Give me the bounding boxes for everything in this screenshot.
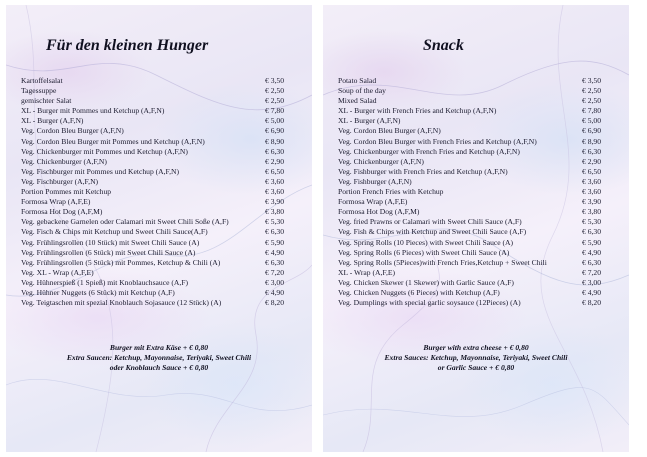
menu-item (21, 278, 298, 288)
menu-item-price: € 3,60 (582, 176, 601, 186)
menu-footer-note (6, 343, 312, 373)
menu-item (21, 126, 298, 136)
menu-item-price: € 2,90 (582, 156, 601, 166)
menu-item-price: € 4,90 (582, 247, 601, 257)
menu-item-name: Veg. Spring Rolls (10 Pieces) with Sweet Chili Sauce (A) (338, 237, 514, 247)
menu-item (21, 207, 298, 217)
menu-item (338, 106, 615, 116)
menu-item (338, 137, 615, 147)
menu-item (21, 76, 298, 86)
menu-item (338, 227, 615, 237)
menu-item-name: Veg. Fish & Chips with Ketchup and Sweet Chili Sauce (A,F) (338, 227, 527, 237)
menu-item-name: XL - Wrap (A,F,E) (338, 267, 396, 277)
menu-item-name: Mixed Salad (338, 96, 377, 106)
menu-item (21, 197, 298, 207)
menu-panel-german (6, 5, 312, 452)
menu-item-list (21, 76, 298, 308)
menu-item (21, 268, 298, 278)
menu-item-name: Veg. Chickenburger (A,F,N) (338, 156, 424, 166)
menu-item-price: € 5,30 (582, 217, 601, 227)
menu-item-name: Veg. Chicken Skewer (1 Skewer) with Garlic Sauce (A,F) (338, 277, 514, 287)
menu-item-price: € 3,60 (582, 187, 601, 197)
menu-item-name: Kartoffelsalat (21, 76, 63, 85)
menu-item-name: Veg. Chickenburger with French Fries and Ketchup (A,F,N) (338, 146, 520, 156)
menu-item-price: € 3,80 (265, 207, 284, 217)
menu-item-price: € 5,00 (582, 116, 601, 126)
menu-item (21, 116, 298, 126)
menu-item-price: € 2,50 (582, 86, 601, 96)
menu-item-price: € 3,60 (265, 176, 284, 186)
menu-item-price: € 7,80 (582, 106, 601, 116)
menu-item-price: € 5,00 (265, 116, 284, 126)
menu-item-price: € 6,50 (265, 166, 284, 176)
menu-item (21, 157, 298, 167)
menu-item-price: € 6,30 (265, 257, 284, 267)
menu-item-price: € 5,90 (582, 237, 601, 247)
menu-item (21, 167, 298, 177)
menu-item-name: Soup of the day (338, 86, 386, 96)
menu-item (21, 96, 298, 106)
menu-item-price: € 3,60 (265, 187, 284, 197)
menu-item-name: Veg. Cordon Bleu Burger (A,F,N) (21, 126, 124, 136)
menu-item-name: Veg. Dumplings with special garlic soysauce (12Pieces) (A) (338, 298, 521, 308)
menu-item-list (338, 76, 615, 308)
menu-item-price: € 3,90 (265, 197, 284, 207)
menu-item (338, 187, 615, 197)
menu-item-name: Veg. Frühlingsrollen (6 Stück) mit Sweet Chili Sauce (A) (21, 247, 196, 257)
menu-item (21, 106, 298, 116)
menu-item-name: Veg. Cordon Bleu Burger mit Pommes und Ketchup (A,F,N) (21, 136, 205, 146)
menu-item (338, 217, 615, 227)
menu-item-price: € 7,20 (265, 267, 284, 277)
menu-item-price: € 4,90 (265, 247, 284, 257)
menu-item-name: Veg. Hühner Nuggets (6 Stück) mit Ketchup (A,F) (21, 287, 175, 297)
menu-item (21, 177, 298, 187)
footer-line: or Garlic Sauce + € 0,80 (437, 363, 515, 372)
menu-item (21, 298, 298, 308)
menu-item-name: Veg. fried Prawns or Calamari with Sweet Chili Sauce (A,F) (338, 217, 522, 227)
menu-item-price: € 3,50 (265, 76, 284, 85)
menu-item (21, 217, 298, 227)
menu-item-price: € 6,30 (265, 227, 284, 237)
menu-item (21, 248, 298, 258)
menu-item (21, 258, 298, 268)
menu-item-name: Formosa Wrap (A,F,E) (21, 197, 91, 207)
menu-item (21, 137, 298, 147)
footer-line: Burger mit Extra Käse + € 0,80 (109, 343, 209, 352)
menu-item (338, 207, 615, 217)
menu-item-price: € 5,30 (265, 217, 284, 227)
menu-item-price: € 2,90 (265, 156, 284, 166)
menu-item-price: € 7,80 (265, 106, 284, 116)
menu-item-price: € 3,80 (582, 207, 601, 217)
menu-item (21, 288, 298, 298)
menu-item-name: Veg. Chickenburger (A,F,N) (21, 156, 107, 166)
menu-item (338, 288, 615, 298)
menu-item-price: € 5,90 (265, 237, 284, 247)
menu-item-price: € 6,50 (582, 166, 601, 176)
menu-item-name: Veg. Chicken Nuggets (6 Pieces) with Ketchup (A,F) (338, 287, 500, 297)
menu-item-name: Formosa Hot Dog (A,F,M) (338, 207, 420, 217)
menu-item-name: Tagessuppe (21, 86, 57, 96)
menu-item-price: € 2,50 (265, 86, 284, 96)
menu-item-price: € 6,30 (582, 227, 601, 237)
menu-item-name: XL - Burger mit Pommes und Ketchup (A,F,N) (21, 106, 165, 116)
menu-item-price: € 8,20 (582, 298, 601, 308)
menu-item-name: XL - Burger (A,F,N) (21, 116, 84, 126)
menu-item-name: XL - Burger (A,F,N) (338, 116, 401, 126)
menu-item-price: € 6,90 (582, 126, 601, 136)
menu-item-name: Veg. Spring Rolls (5Pieces)with French Fries,Ketchup + Sweet Chili (338, 257, 547, 267)
menu-item (21, 238, 298, 248)
menu-item-name: Veg. Cordon Bleu Burger with French Fries and Ketchup (A,F,N) (338, 136, 537, 146)
menu-item (21, 86, 298, 96)
menu-item-price: € 3,00 (265, 277, 284, 287)
section-title: Snack (423, 37, 464, 54)
menu-item (338, 96, 615, 106)
menu-footer-note (323, 343, 629, 373)
menu-item-name: Veg. XL - Wrap (A,F,E) (21, 267, 94, 277)
menu-item-price: € 3,90 (582, 197, 601, 207)
menu-item-name: Formosa Wrap (A,F,E) (338, 197, 408, 207)
footer-line: oder Knoblauch Sauce + € 0,80 (109, 363, 209, 372)
menu-item-price: € 2,50 (265, 96, 284, 106)
menu-item-name: Veg. Frühlingsrollen (5 Stück) mit Pommes, Ketchup & Chili (A) (21, 257, 221, 267)
menu-item-name: Portion French Fries with Ketchup (338, 187, 444, 197)
menu-item-price: € 8,90 (582, 136, 601, 146)
menu-item (338, 298, 615, 308)
menu-item (21, 227, 298, 237)
menu-item (338, 258, 615, 268)
section-title: Für den kleinen Hunger (46, 37, 209, 54)
menu-item-name: Potato Salad (338, 76, 377, 85)
menu-item-name: Veg. Frühlingsrollen (10 Stück) mit Sweet Chili Sauce (A) (21, 237, 200, 247)
menu-item-name: Veg. Cordon Bleu Burger (A,F,N) (338, 126, 441, 136)
menu-item (338, 238, 615, 248)
menu-item-price: € 6,30 (582, 257, 601, 267)
menu-item (338, 147, 615, 157)
menu-item-price: € 6,90 (265, 126, 284, 136)
menu-item (338, 76, 615, 86)
menu-item (21, 147, 298, 157)
menu-item (338, 248, 615, 258)
menu-item (338, 268, 615, 278)
menu-item (338, 116, 615, 126)
menu-panel-english (323, 5, 629, 452)
menu-item-name: Veg. Hühnerspieß (1 Spieß) mit Knoblauchsauce (A,F) (21, 277, 189, 287)
menu-item-price: € 6,30 (265, 146, 284, 156)
footer-line: Burger with extra cheese + € 0,80 (423, 343, 529, 352)
menu-item-name: Veg. Spring Rolls (6 Pieces) with Sweet Chili Sauce (A) (338, 247, 510, 257)
menu-item (338, 126, 615, 136)
footer-line: Extra Sauces: Ketchup, Mayonnaise, Teriyaki, Sweet Chili (384, 353, 568, 362)
menu-item-name: Veg. gebackene Garnelen oder Calamari mit Sweet Chili Soße (A,F) (21, 217, 229, 227)
menu-item (338, 177, 615, 187)
menu-item (338, 278, 615, 288)
menu-item-price: € 2,50 (582, 96, 601, 106)
menu-item-price: € 3,00 (582, 277, 601, 287)
menu-item-name: Veg. Chickenburger mit Pommes und Ketchup (A,F,N) (21, 146, 188, 156)
menu-item-name: Veg. Fishburger with French Fries and Ketchup (A,F,N) (338, 166, 508, 176)
menu-item-name: Veg. Fishburger (A,F,N) (338, 176, 412, 186)
menu-item-name: Veg. Fisch & Chips mit Ketchup und Sweet Chili Sauce(A,F) (21, 227, 208, 237)
footer-line: Extra Saucen: Ketchup, Mayonnaise, Teriyaki, Sweet Chili (66, 353, 252, 362)
menu-item-name: Veg. Fischburger (A,F,N) (21, 176, 99, 186)
menu-item-price: € 8,20 (265, 298, 284, 308)
menu-item-price: € 7,20 (582, 267, 601, 277)
menu-item-name: Portion Pommes mit Ketchup (21, 187, 112, 197)
menu-item-name: Formosa Hot Dog (A,F,M) (21, 207, 103, 217)
menu-item-name: gemischter Salat (21, 96, 72, 106)
menu-item (338, 197, 615, 207)
menu-item (338, 86, 615, 96)
menu-item-price: € 4,90 (265, 287, 284, 297)
menu-item-price: € 3,50 (582, 76, 601, 85)
menu-item-price: € 8,90 (265, 136, 284, 146)
menu-item-name: Veg. Teigtaschen mit spezial Knoblauch Sojasauce (12 Stück) (A) (21, 298, 222, 308)
menu-item-price: € 6,30 (582, 146, 601, 156)
menu-item-name: XL - Burger with French Fries and Ketchup (A,F,N) (338, 106, 497, 116)
menu-item (338, 167, 615, 177)
menu-item (21, 187, 298, 197)
menu-item-name: Veg. Fischburger mit Pommes und Ketchup (A,F,N) (21, 166, 180, 176)
menu-item-price: € 4,90 (582, 287, 601, 297)
menu-item (338, 157, 615, 167)
